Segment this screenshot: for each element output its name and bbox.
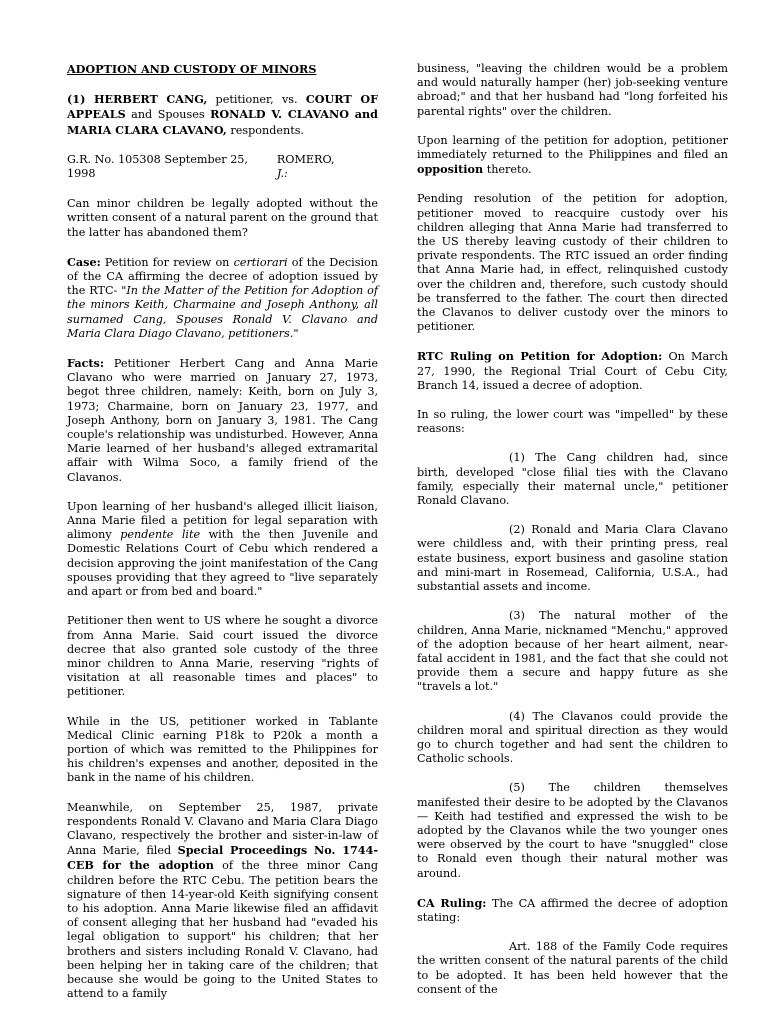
adoption-filing-paragraph: Meanwhile, on September 25, 1987, private respondents Ronald V. Clavano and Maria Clara Diago Clavano, respectively the brother and sister-in-law of Anna Marie, filed Special Proceedings No. 1744-CEB for the adoption of the three minor Cang children before the RTC Cebu. The petition bears the signature of then 14-year-old Keith signifying consent to his adoption. Anna Marie likewise filed an affidavit of consent alleging that her husband had "evaded his legal obligation to support" his children; that her brothers and sisters including Ronald V. Clavano, had been helping her in taking care of the children; that because she would be going to the United States to attend to a family bbox=[67, 800, 378, 1001]
reason-5: (5) The children themselves manifested their desire to be adopted by the Clavanos — Keith had testified and expressed the wish to be adopted by the Clavanos while the two younger ones were observed by the court to have "snuggled" close to Ronald even though their natural mother was around. bbox=[417, 781, 728, 880]
rtc-ruling-paragraph: RTC Ruling on Petition for Adoption: On March 27, 1990, the Regional Trial Court of Cebu City, Branch 14, issued a decree of adoption. bbox=[417, 349, 728, 392]
custody-paragraph: Pending resolution of the petition for adoption, petitioner moved to reacquire custody over his children alleging that Anna Marie had transferred to the US thereby leaving custody of their children to private respondents. The RTC issued an order finding that Anna Marie had, in effect, relinquished custody over the children and, therefore, such custody should be transferred to the father. The court then directed the Clavanos to deliver custody over the minors to petitioner. bbox=[417, 192, 728, 334]
reason-2: (2) Ronald and Maria Clara Clavano were childless and, with their printing press, real estate business, export business and gasoline station and mini-mart in Rosemead, California, U.S.A., had substantial assets and income. bbox=[417, 523, 728, 594]
issue-question: Can minor children be legally adopted without the written consent of a natural parent on the ground that the latter has abandoned them? bbox=[67, 197, 378, 239]
opposition-paragraph: Upon learning of the petition for adoption, petitioner immediately returned to the Philippines and filed an opposition thereto. bbox=[417, 133, 728, 177]
ponente: ROMERO, J.: bbox=[276, 152, 335, 181]
section-title: ADOPTION AND CUSTODY OF MINORS bbox=[67, 62, 317, 76]
divorce-paragraph: Petitioner then went to US where he sought a divorce from Anna Marie. Said court issued the divorce decree that also granted sole custody of the three minor children to Anna Marie, reserving "rights of visitation at all reasonable times and places" to petitioner. bbox=[67, 614, 378, 699]
left-column bbox=[67, 62, 378, 1016]
reason-1: (1) The Cang children had, since birth, developed "close filial ties with the Clavano family, especially their maternal uncle," petitioner Ronald Clavano. bbox=[417, 451, 728, 508]
gr-line bbox=[67, 153, 378, 181]
reason-4: (4) The Clavanos could provide the children moral and spiritual direction as they would go to church together and had sent the children to Catholic schools. bbox=[417, 709, 728, 766]
right-column bbox=[417, 62, 728, 1012]
article-188-paragraph: Art. 188 of the Family Code requires the written consent of the natural parents of the child to be adopted. It has been held however that the consent of the bbox=[417, 940, 728, 996]
work-paragraph: While in the US, petitioner worked in Tablante Medical Clinic earning P18k to P20k a month a portion of which was remitted to the Philippines for his children's expenses and another, deposited in the bank in the name of his children. bbox=[67, 714, 378, 785]
case-paragraph: Case: Petition for review on certiorari of the Decision of the CA affirming the decree of adoption issued by the RTC- "In the Matter of the Petition for Adoption of the minors Keith, Charmaine and Joseph Anthony, all surnamed Cang, Spouses Ronald V. Clavano and Maria Clara Diago Clavano, petitioners." bbox=[67, 254, 378, 340]
impelled-paragraph: In so ruling, the lower court was "impelled" by these reasons: bbox=[417, 408, 728, 436]
gr-number: G.R. No. 105308 September 25, 1998 bbox=[67, 152, 248, 181]
case-number: (1) HERBERT CANG, bbox=[67, 92, 208, 107]
continued-paragraph: business, "leaving the children would be a problem and would naturally hamper (her) job-seeking venture abroad;" and that her husband had "long forfeited his parental rights" over the children. bbox=[417, 62, 728, 118]
ca-ruling-paragraph: CA Ruling: The CA affirmed the decree of adoption stating: bbox=[417, 895, 729, 924]
facts-paragraph: Facts: Petitioner Herbert Cang and Anna Marie Clavano who were married on January 27, 1973, begot three children, namely: Keith, born on July 3, 1973; Charmaine, born on January 23, 1977, and Joseph Anthony, born on January 3, 1981. The Cang couple's relationship was undisturbed. However, Anna Marie learned of her husband's alleged extramarital affair with Wilma Soco, a family friend of the Clavanos. bbox=[67, 356, 378, 484]
liaison-paragraph: Upon learning of her husband's alleged illicit liaison, Anna Marie filed a petition for legal separation with alimony pendente lite with the then Juvenile and Domestic Relations Court of Cebu which rendered a decision approving the joint manifestation of the Cang spouses providing that they agreed to "live separately and apart or from bed and board." bbox=[67, 499, 378, 599]
reason-3: (3) The natural mother of the children, Anna Marie, nicknamed "Menchu," approved of the adoption because of her heart ailment, near-fatal accident in 1981, and the fact that she could not provide them a secure and happy future as she "travels a lot." bbox=[417, 609, 728, 694]
case-header: (1) HERBERT CANG, petitioner, vs. COURT OF APPEALS and Spouses RONALD V. CLAVANO and MARIA CLARA CLAVANO, respondents. bbox=[67, 92, 379, 137]
